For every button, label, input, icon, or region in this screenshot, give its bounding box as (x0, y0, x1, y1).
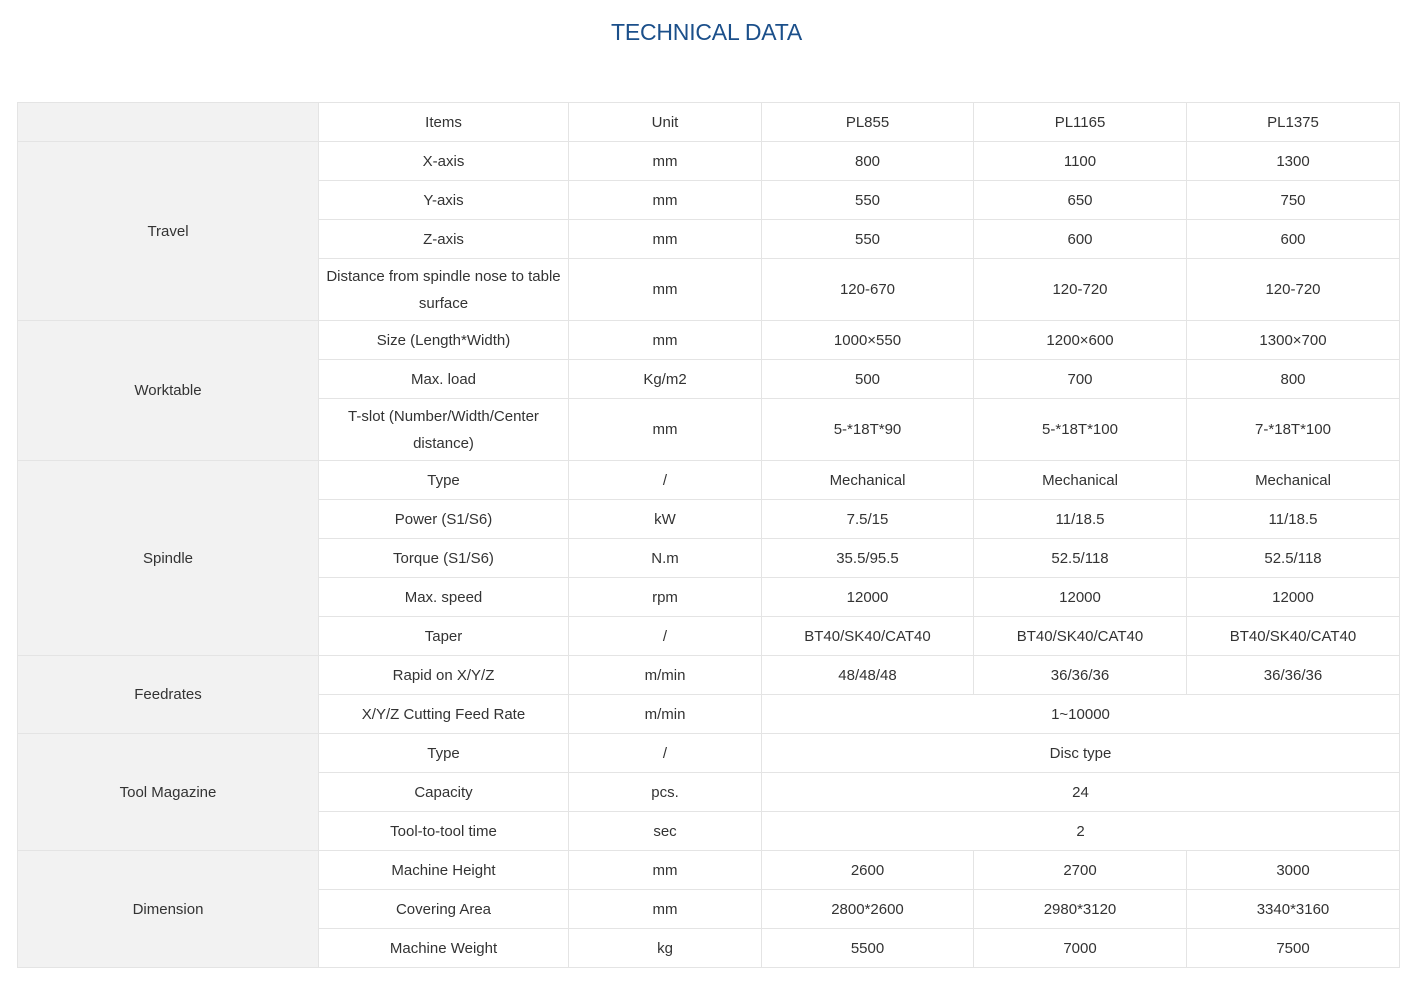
value-cell: 2700 (974, 851, 1187, 890)
item-cell: Machine Height (319, 851, 569, 890)
value-cell: 5500 (762, 929, 974, 968)
unit-cell: mm (569, 851, 762, 890)
unit-cell: m/min (569, 695, 762, 734)
value-cell: 1200×600 (974, 321, 1187, 360)
unit-cell: Kg/m2 (569, 360, 762, 399)
value-cell: 800 (1187, 360, 1400, 399)
merged-value-cell: 1~10000 (762, 695, 1400, 734)
value-cell: 750 (1187, 181, 1400, 220)
group-worktable: Worktable (18, 321, 319, 461)
unit-cell: mm (569, 890, 762, 929)
table-row (18, 142, 1400, 181)
unit-cell: sec (569, 812, 762, 851)
unit-cell: mm (569, 220, 762, 259)
value-cell: 2800*2600 (762, 890, 974, 929)
unit-cell: mm (569, 142, 762, 181)
value-cell: 1100 (974, 142, 1187, 181)
unit-cell: kW (569, 500, 762, 539)
item-cell: Type (319, 734, 569, 773)
value-cell: 2980*3120 (974, 890, 1187, 929)
value-cell: 120-670 (762, 259, 974, 321)
group-feedrates: Feedrates (18, 656, 319, 734)
item-cell: Z-axis (319, 220, 569, 259)
item-cell: Max. speed (319, 578, 569, 617)
value-cell: 120-720 (974, 259, 1187, 321)
value-cell: Mechanical (974, 461, 1187, 500)
group-travel: Travel (18, 142, 319, 321)
table-row (18, 734, 1400, 773)
value-cell: 7.5/15 (762, 500, 974, 539)
value-cell: 36/36/36 (1187, 656, 1400, 695)
value-cell: 7000 (974, 929, 1187, 968)
header-row (18, 103, 1400, 142)
item-cell: X-axis (319, 142, 569, 181)
unit-cell: rpm (569, 578, 762, 617)
item-cell: Taper (319, 617, 569, 656)
value-cell: 11/18.5 (974, 500, 1187, 539)
unit-cell: m/min (569, 656, 762, 695)
technical-data-table (17, 102, 1400, 968)
value-cell: Mechanical (762, 461, 974, 500)
table-row (18, 851, 1400, 890)
item-cell: Covering Area (319, 890, 569, 929)
item-cell: Y-axis (319, 181, 569, 220)
value-cell: 2600 (762, 851, 974, 890)
item-cell: Max. load (319, 360, 569, 399)
value-cell: 35.5/95.5 (762, 539, 974, 578)
item-cell: Machine Weight (319, 929, 569, 968)
value-cell: 36/36/36 (974, 656, 1187, 695)
value-cell: 5-*18T*90 (762, 399, 974, 461)
value-cell: 1000×550 (762, 321, 974, 360)
value-cell: 3000 (1187, 851, 1400, 890)
merged-value-cell: Disc type (762, 734, 1400, 773)
unit-cell: mm (569, 259, 762, 321)
value-cell: BT40/SK40/CAT40 (762, 617, 974, 656)
value-cell: 800 (762, 142, 974, 181)
corner-cell (18, 103, 319, 142)
item-cell: Tool-to-tool time (319, 812, 569, 851)
header-model-pl855: PL855 (762, 103, 974, 142)
value-cell: 700 (974, 360, 1187, 399)
value-cell: 3340*3160 (1187, 890, 1400, 929)
value-cell: 550 (762, 220, 974, 259)
header-model-pl1375: PL1375 (1187, 103, 1400, 142)
header-model-pl1165: PL1165 (974, 103, 1187, 142)
value-cell: 600 (1187, 220, 1400, 259)
unit-cell: pcs. (569, 773, 762, 812)
value-cell: 12000 (1187, 578, 1400, 617)
value-cell: 650 (974, 181, 1187, 220)
unit-cell: N.m (569, 539, 762, 578)
value-cell: 500 (762, 360, 974, 399)
item-cell: Capacity (319, 773, 569, 812)
value-cell: Mechanical (1187, 461, 1400, 500)
item-cell: X/Y/Z Cutting Feed Rate (319, 695, 569, 734)
unit-cell: kg (569, 929, 762, 968)
item-cell: Torque (S1/S6) (319, 539, 569, 578)
value-cell: BT40/SK40/CAT40 (974, 617, 1187, 656)
value-cell: 1300 (1187, 142, 1400, 181)
header-unit: Unit (569, 103, 762, 142)
value-cell: 5-*18T*100 (974, 399, 1187, 461)
header-items: Items (319, 103, 569, 142)
value-cell: 12000 (762, 578, 974, 617)
value-cell: 7500 (1187, 929, 1400, 968)
value-cell: 11/18.5 (1187, 500, 1400, 539)
value-cell: 550 (762, 181, 974, 220)
unit-cell: / (569, 734, 762, 773)
table-row (18, 461, 1400, 500)
table-row (18, 656, 1400, 695)
unit-cell: mm (569, 399, 762, 461)
value-cell: 120-720 (1187, 259, 1400, 321)
item-cell: Type (319, 461, 569, 500)
value-cell: 12000 (974, 578, 1187, 617)
value-cell: 48/48/48 (762, 656, 974, 695)
item-cell: T-slot (Number/Width/Center distance) (319, 399, 569, 461)
value-cell: 1300×700 (1187, 321, 1400, 360)
unit-cell: mm (569, 181, 762, 220)
group-spindle: Spindle (18, 461, 319, 656)
unit-cell: / (569, 461, 762, 500)
page-title: TECHNICAL DATA (610, 19, 802, 45)
group-dimension: Dimension (18, 851, 319, 968)
group-tool-magazine: Tool Magazine (18, 734, 319, 851)
item-cell: Size (Length*Width) (319, 321, 569, 360)
unit-cell: mm (569, 321, 762, 360)
table-row (18, 321, 1400, 360)
unit-cell: / (569, 617, 762, 656)
merged-value-cell: 24 (762, 773, 1400, 812)
item-cell: Rapid on X/Y/Z (319, 656, 569, 695)
value-cell: BT40/SK40/CAT40 (1187, 617, 1400, 656)
item-cell: Power (S1/S6) (319, 500, 569, 539)
merged-value-cell: 2 (762, 812, 1400, 851)
value-cell: 52.5/118 (974, 539, 1187, 578)
item-cell: Distance from spindle nose to table surface (319, 259, 569, 321)
value-cell: 7-*18T*100 (1187, 399, 1400, 461)
value-cell: 600 (974, 220, 1187, 259)
value-cell: 52.5/118 (1187, 539, 1400, 578)
